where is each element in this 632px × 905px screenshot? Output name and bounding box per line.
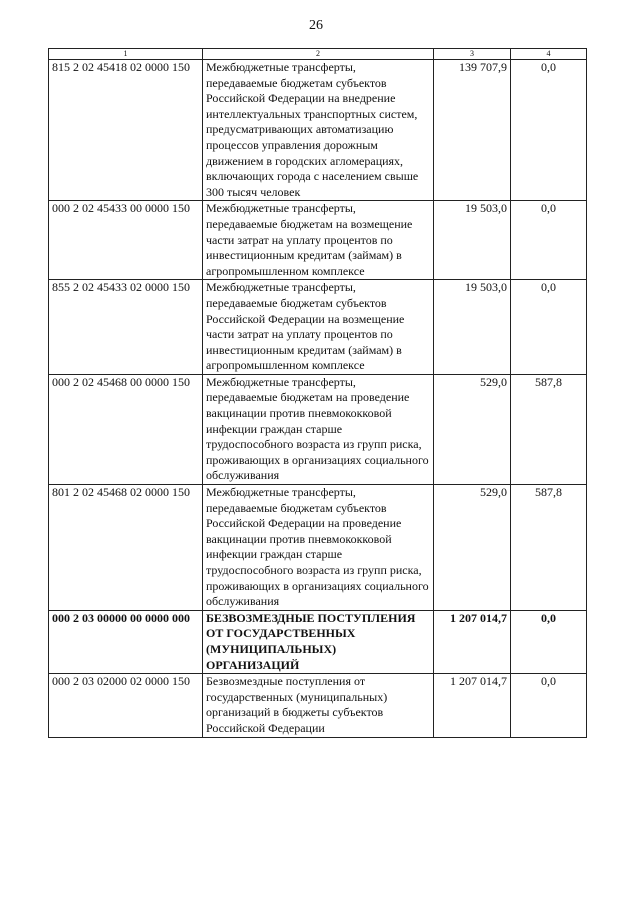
value-column-4: 587,8 [511,485,587,611]
table-row [49,374,587,484]
item-name: Безвозмездные поступления от государственных (муниципальных) организаций в бюджеты субъектов Российской Федерации [203,674,434,737]
item-name: Межбюджетные трансферты, передаваемые бюджетам на возмещение части затрат на уплату процентов по инвестиционным кредитам (займам) в агропромышленном комплексе [203,201,434,280]
value-column-4: 0,0 [511,60,587,201]
column-header-2: 2 [203,49,434,60]
budget-code: 815 2 02 45418 02 0000 150 [49,60,203,201]
value-column-3: 529,0 [434,485,511,611]
value-column-3: 19 503,0 [434,280,511,375]
value-column-3: 529,0 [434,374,511,484]
value-column-3: 1 207 014,7 [434,610,511,673]
table-row [49,280,587,375]
budget-code: 000 2 02 45433 00 0000 150 [49,201,203,280]
item-name: Межбюджетные трансферты, передаваемые бюджетам на проведение вакцинации против пневмококковой инфекции граждан старше трудоспособного возраста из групп риска, проживающих в организациях социального обслуживания [203,374,434,484]
value-column-4: 0,0 [511,201,587,280]
page-number: 26 [309,18,323,33]
value-column-4: 0,0 [511,610,587,673]
item-name: Межбюджетные трансферты, передаваемые бюджетам субъектов Российской Федерации на возмещение части затрат на уплату процентов по инвестиционным кредитам (займам) в агропромышленном комплексе [203,280,434,375]
table-row [49,674,587,737]
column-header-1: 1 [49,49,203,60]
value-column-3: 19 503,0 [434,201,511,280]
column-header-4: 4 [511,49,587,60]
column-header-3: 3 [434,49,511,60]
value-column-4: 0,0 [511,280,587,375]
table-row [49,60,587,201]
budget-code: 855 2 02 45433 02 0000 150 [49,280,203,375]
budget-code: 000 2 03 02000 02 0000 150 [49,674,203,737]
item-name: Межбюджетные трансферты, передаваемые бюджетам субъектов Российской Федерации на проведение вакцинации против пневмококковой инфекции граждан старше трудоспособного возраста из групп риска, проживающих в организациях социального обслуживания [203,485,434,611]
value-column-3: 139 707,9 [434,60,511,201]
budget-code: 000 2 02 45468 00 0000 150 [49,374,203,484]
table-header-row [49,49,587,60]
budget-code: 801 2 02 45468 02 0000 150 [49,485,203,611]
value-column-4: 587,8 [511,374,587,484]
value-column-3: 1 207 014,7 [434,674,511,737]
budget-code: 000 2 03 00000 00 0000 000 [49,610,203,673]
table-row [49,201,587,280]
table-row [49,485,587,611]
item-name: Межбюджетные трансферты, передаваемые бюджетам субъектов Российской Федерации на внедрение интеллектуальных транспортных систем, предусматривающих автоматизацию процессов управления дорожным движением в городских агломерациях, включающих города с населением свыше 300 тысяч человек [203,60,434,201]
table-row-section-total [49,610,587,673]
value-column-4: 0,0 [511,674,587,737]
item-name: БЕЗВОЗМЕЗДНЫЕ ПОСТУПЛЕНИЯ ОТ ГОСУДАРСТВЕННЫХ (МУНИЦИПАЛЬНЫХ) ОРГАНИЗАЦИЙ [203,610,434,673]
budget-table [48,48,587,738]
